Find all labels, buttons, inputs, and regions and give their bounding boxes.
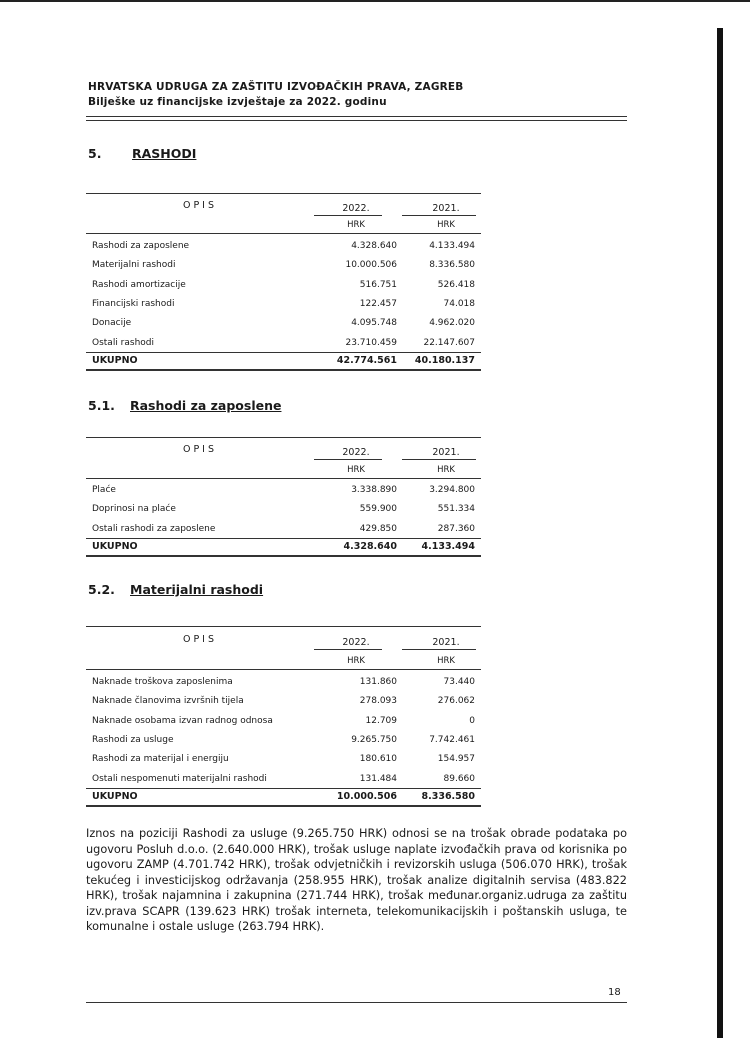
column-header-description: OPIS xyxy=(182,634,218,645)
section-number: 5.2. xyxy=(88,582,115,597)
currency-label: HRK xyxy=(437,465,455,475)
year-underline xyxy=(314,215,382,216)
organization-name: HRVATSKA UDRUGA ZA ZAŠTITU IZVOĐAČKIH PRAVA, ZAGREB xyxy=(88,81,464,93)
value-2022: 429.850 xyxy=(359,523,397,534)
year-underline xyxy=(402,649,476,650)
header-bottom-rule xyxy=(86,478,481,479)
total-2021: 40.180.137 xyxy=(414,354,475,366)
year-underline xyxy=(314,649,382,650)
section-heading xyxy=(88,398,281,413)
value-2021: 287.360 xyxy=(437,523,475,534)
currency-label: HRK xyxy=(347,656,365,666)
column-header-description: OPIS xyxy=(182,444,218,455)
column-header-year-2021: 2021. xyxy=(432,637,460,648)
column-header-year-2022: 2022. xyxy=(342,203,370,214)
value-2021: 74.018 xyxy=(443,298,475,309)
value-2022: 9.265.750 xyxy=(351,734,397,745)
row-label: Rashodi amortizacije xyxy=(92,279,186,290)
total-2022: 42.774.561 xyxy=(336,354,397,366)
document-header xyxy=(88,80,464,110)
header-bottom-rule xyxy=(86,669,481,670)
row-label: Naknade troškova zaposlenima xyxy=(92,677,233,687)
value-2022: 180.610 xyxy=(359,754,397,765)
currency-label: HRK xyxy=(347,220,365,230)
total-2021: 8.336.580 xyxy=(421,790,475,802)
year-underline xyxy=(402,459,476,460)
value-2021: 8.336.580 xyxy=(429,260,475,271)
column-header-description: OPIS xyxy=(182,200,218,211)
row-label: Donacije xyxy=(92,318,132,329)
value-2022: 516.751 xyxy=(359,279,397,290)
section-number: 5. xyxy=(88,146,102,161)
value-2022: 3.338.890 xyxy=(351,485,397,495)
total-2022: 10.000.506 xyxy=(336,790,397,802)
value-2022: 10.000.506 xyxy=(345,260,397,271)
document-subtitle: Bilješke uz financijske izvještaje za 2022. godinu xyxy=(88,96,387,108)
row-label: Rashodi za usluge xyxy=(92,734,174,745)
row-label: Rashodi za materijal i energiju xyxy=(92,754,229,765)
header-divider xyxy=(86,116,627,117)
table-row xyxy=(86,297,481,316)
table-row xyxy=(86,483,481,502)
row-label: Materijalni rashodi xyxy=(92,260,176,271)
value-2022: 559.900 xyxy=(359,504,397,515)
currency-label: HRK xyxy=(347,465,365,475)
value-2021: 22.147.607 xyxy=(423,337,475,348)
currency-label: HRK xyxy=(437,656,455,666)
year-underline xyxy=(314,459,382,460)
table-top-rule xyxy=(86,193,481,194)
row-label: Naknade osobama izvan radnog odnosa xyxy=(92,715,273,726)
value-2022: 278.093 xyxy=(359,696,397,707)
value-2021: 4.133.494 xyxy=(429,241,475,251)
table-row xyxy=(86,239,481,258)
value-2021: 73.440 xyxy=(443,677,475,687)
total-2021: 4.133.494 xyxy=(421,540,475,552)
section-heading xyxy=(88,582,263,597)
row-label: Ostali rashodi xyxy=(92,337,155,348)
value-2022: 12.709 xyxy=(365,715,397,726)
currency-label: HRK xyxy=(437,220,455,230)
value-2021: 89.660 xyxy=(443,773,475,784)
section-title: Materijalni rashodi xyxy=(130,582,264,597)
value-2021: 3.294.800 xyxy=(429,485,475,495)
section-number: 5.1. xyxy=(88,398,115,413)
value-2022: 122.457 xyxy=(359,298,397,309)
table-row xyxy=(86,502,481,521)
scan-right-edge xyxy=(717,28,723,1038)
row-label: Financijski rashodi xyxy=(92,298,175,309)
value-2022: 131.860 xyxy=(359,677,397,687)
column-header-year-2021: 2021. xyxy=(432,203,460,214)
row-label: Ostali nespomenuti materijalni rashodi xyxy=(92,773,267,784)
table-row xyxy=(86,714,481,733)
value-2021: 551.334 xyxy=(437,504,475,515)
column-header-year-2021: 2021. xyxy=(432,447,460,458)
explanatory-paragraph: Iznos na poziciji Rashodi za usluge (9.265.750 HRK) odnosi se na trošak obrade podataka po ugovoru Posluh d.o.o. (2.640.000 HRK), trošak usluge naplate izvođačkih prava od korisnika po ugovoru ZAMP (4.701.742 HRK), trošak odvjetničkih i revizorskih usluga (506.070 HRK), trošak tekućeg i investicijskog održavanja (258.955 HRK), trošak analize digitalnih servisa (483.822 HRK), trošak najamnina i zakupnina (271.744 HRK), trošak međunar.organiz.udruga za zaštitu izv.prava SCAPR (139.623 HRK) trošak interneta, telekomunikacijskih i poštanskih usluga, te komunalne i ostale usluge (263.794 HRK). xyxy=(86,827,627,933)
value-2022: 4.328.640 xyxy=(351,241,397,251)
table-row xyxy=(86,316,481,335)
table-top-rule xyxy=(86,626,481,627)
value-2021: 154.957 xyxy=(437,754,475,765)
table-row xyxy=(86,278,481,297)
scan-top-edge xyxy=(0,0,750,2)
value-2022: 131.484 xyxy=(359,773,397,784)
section-title: RASHODI xyxy=(132,146,197,161)
table-row xyxy=(86,675,481,694)
table-row xyxy=(86,752,481,771)
total-bottom-rule xyxy=(86,369,481,371)
row-label: Ostali rashodi za zaposlene xyxy=(92,523,216,534)
year-underline xyxy=(402,215,476,216)
total-label: UKUPNO xyxy=(92,540,138,552)
value-2021: 7.742.461 xyxy=(429,734,475,745)
value-2022: 4.095.748 xyxy=(351,318,397,329)
row-label: Naknade članovima izvršnih tijela xyxy=(92,696,244,707)
column-header-year-2022: 2022. xyxy=(342,637,370,648)
table-row xyxy=(86,694,481,713)
total-bottom-rule xyxy=(86,805,481,807)
total-2022: 4.328.640 xyxy=(343,540,397,552)
section-title: Rashodi za zaposlene xyxy=(130,398,282,413)
value-2021: 276.062 xyxy=(437,696,475,707)
table-row xyxy=(86,733,481,752)
value-2022: 23.710.459 xyxy=(345,337,397,348)
table-top-rule xyxy=(86,437,481,438)
header-divider xyxy=(86,120,627,121)
total-label: UKUPNO xyxy=(92,354,138,366)
footer-divider xyxy=(86,1002,627,1003)
column-header-year-2022: 2022. xyxy=(342,447,370,458)
value-2021: 526.418 xyxy=(437,279,475,290)
table-row xyxy=(86,258,481,277)
total-bottom-rule xyxy=(86,555,481,557)
row-label: Doprinosi na plaće xyxy=(92,504,176,515)
page-number: 18 xyxy=(608,987,621,998)
row-label: Rashodi za zaposlene xyxy=(92,241,190,251)
value-2021: 4.962.020 xyxy=(429,318,475,329)
section-heading xyxy=(88,146,196,161)
value-2021: 0 xyxy=(469,715,475,726)
row-label: Plaće xyxy=(92,485,116,495)
total-label: UKUPNO xyxy=(92,790,138,802)
header-bottom-rule xyxy=(86,233,481,234)
